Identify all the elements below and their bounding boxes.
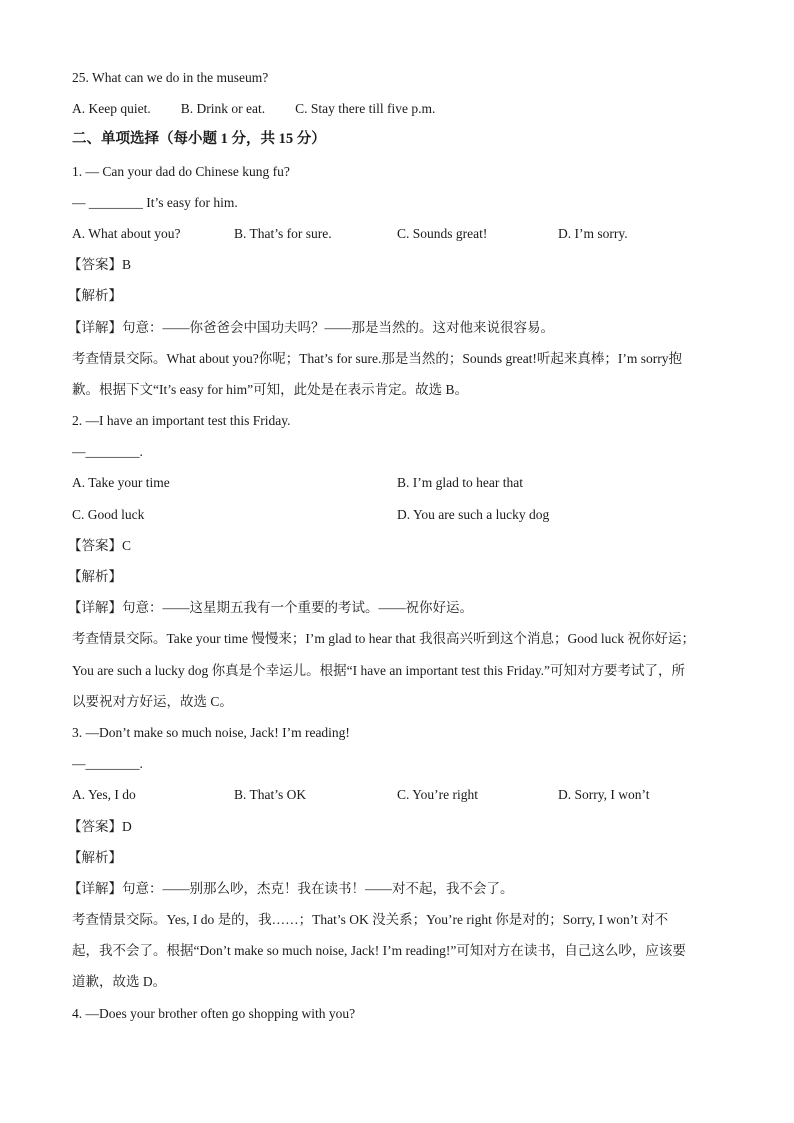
option-d: D. You are such a lucky dog (397, 506, 550, 522)
question-2-analysis-label: 【解析】 (68, 569, 122, 584)
question-1-answer: 【答案】B (68, 257, 132, 273)
question-2-options-row-1 (72, 467, 722, 498)
question-1-detail: 【详解】句意：——你爸爸会中国功夫吗？——那是当然的。这对他来说很容易。 (68, 319, 554, 335)
option-a: A. Keep quiet. (72, 101, 151, 117)
question-2-detail: 【详解】句意：——这星期五我有一个重要的考试。——祝你好运。 (68, 600, 473, 616)
question-3-analysis-label: 【解析】 (68, 849, 122, 865)
question-3-stem: 3. —Don’t make so much noise, Jack! I’m reading! (72, 724, 350, 740)
question-1-explain-line-1: 考查情景交际。What about you?你呢；That’s for sure.那是当然的；Sounds great!听起来真棒；I’m sorry抱 (72, 350, 683, 366)
question-1-reply: — ________ It’s easy for him. (72, 194, 238, 210)
question-3-explain-line-3: 道歉，故选 D。 (72, 974, 167, 990)
question-2-explain-line-3: 以要祝对方好运，故选 C。 (72, 693, 233, 709)
question-3-detail: 【详解】句意：——别那么吵，杰克！我在读书！——对不起，我不会了。 (68, 880, 514, 896)
option-d: D. Sorry, I won’t (558, 787, 650, 803)
option-c: C. Sounds great! (397, 225, 488, 241)
question-2-explain-line-2: You are such a lucky dog 你真是个幸运儿。根据“I have an important test this Friday.”可知对方要考试了，所 (72, 662, 686, 678)
question-1-explain-line-2: 歉。根据下文“It’s easy for him”可知，此处是在表示肯定。故选 B。 (72, 381, 468, 397)
question-3-reply: —________. (72, 756, 143, 772)
question-3-explain-line-1: 考查情景交际。Yes, I do 是的，我……；That’s OK 没关系；You’re right 你是对的；Sorry, I won’t 对不 (72, 912, 669, 928)
question-4-stem: 4. —Does your brother often go shopping with you? (72, 1005, 356, 1021)
question-1-stem: 1. — Can your dad do Chinese kung fu? (72, 163, 290, 179)
question-2-options-row-2 (72, 499, 722, 530)
question-25-options (72, 93, 722, 124)
option-a: A. What about you? (72, 225, 181, 241)
question-25-stem: 25. What can we do in the museum? (72, 70, 269, 85)
question-2-reply: —________. (72, 444, 143, 460)
option-d: D. I’m sorry. (558, 225, 628, 241)
option-a: A. Yes, I do (72, 787, 136, 803)
option-c: C. You’re right (397, 787, 479, 803)
option-b: B. I’m glad to hear that (397, 475, 523, 491)
option-c: C. Good luck (72, 506, 145, 522)
option-b: B. Drink or eat. (180, 101, 266, 117)
question-2-explain-line-1: 考查情景交际。Take your time 慢慢来；I’m glad to hear that 我很高兴听到这个消息；Good luck 祝你好运； (72, 631, 695, 647)
question-2-stem: 2. —I have an important test this Friday. (72, 413, 291, 429)
option-b: B. That’s for sure. (234, 225, 332, 241)
question-2-answer: 【答案】C (68, 537, 132, 553)
document-page (68, 62, 722, 1029)
option-a: A. Take your time (72, 475, 170, 491)
question-1-analysis-label: 【解析】 (68, 288, 122, 304)
question-1-options (72, 218, 722, 249)
question-3-explain-line-2: 起，我不会了。根据“Don’t make so much noise, Jack! I’m reading!”可知对方在读书，自己这么吵，应该要 (72, 943, 686, 959)
option-c: C. Stay there till five p.m. (295, 101, 436, 117)
question-3-options (72, 779, 722, 810)
option-b: B. That’s OK (234, 787, 307, 803)
section-title: 二、单项选择（每小题 1 分，共 15 分） (72, 131, 326, 148)
question-3-answer: 【答案】D (68, 818, 132, 834)
